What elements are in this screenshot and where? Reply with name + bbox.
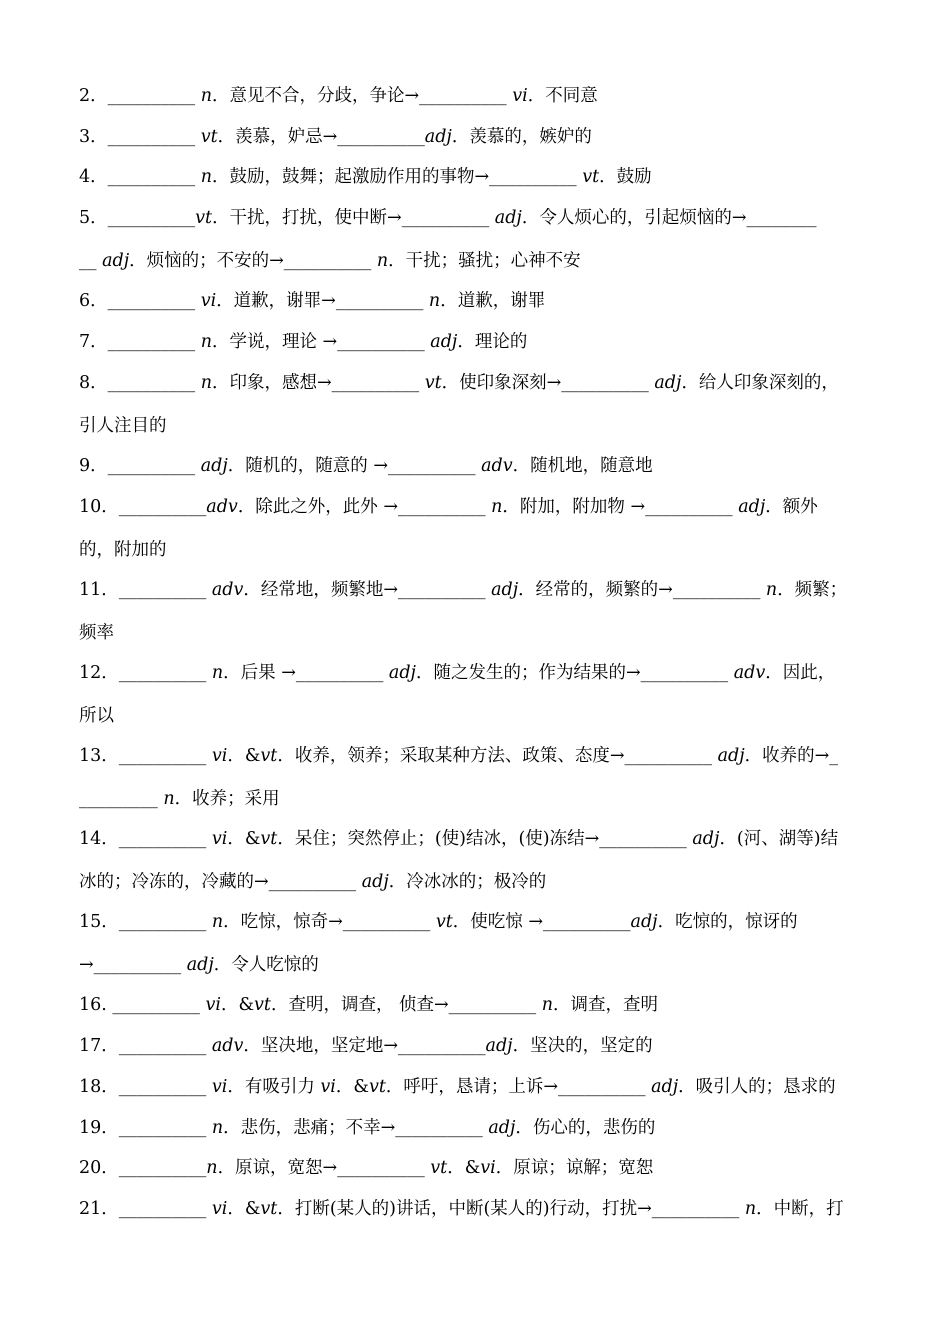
item-10-line-2: 的，附加的 — [79, 540, 167, 560]
item-8-line-1: 8．__________ n．印象，感想→__________ vt．使印象深刻→__________ adj．给人印象深刻的， — [79, 373, 839, 393]
item-17-line-1: 17．__________ adv．坚决地，坚定地→__________adj．坚决的，坚定的 — [79, 1036, 653, 1056]
item-8-line-2: 引人注目的 — [79, 416, 167, 436]
item-12-line-2: 所以 — [79, 706, 114, 726]
item-14-line-2: 冰的；冷冻的，冷藏的→__________ adj．冷冰冰的；极冷的 — [79, 872, 547, 892]
item-19-line-1: 19．__________ n．悲伤，悲痛；不幸→__________ adj．伤心的，悲伤的 — [79, 1118, 656, 1138]
item-11-line-1: 11．__________ adv．经常地，频繁地→__________ adj．经常的，频繁的→__________ n．频繁； — [79, 580, 848, 600]
item-11-line-2: 频率 — [79, 623, 114, 643]
item-5-line-1: 5．__________vt．干扰，打扰，使中断→__________ adj．令人烦心的，引起烦恼的→________ — [79, 208, 817, 228]
item-15-line-2: →__________ adj．令人吃惊的 — [79, 955, 319, 975]
item-6-line-1: 6．__________ vi．道歉，谢罪→__________ n．道歉，谢罪 — [79, 291, 546, 311]
item-10-line-1: 10．__________adv．除此之外，此外 →__________ n．附加，附加物 →__________ adj．额外 — [79, 497, 818, 517]
item-5-line-2: __ adj．烦恼的；不安的→__________ n．干扰；骚扰；心神不安 — [79, 251, 581, 271]
item-18-line-1: 18．__________ vi．有吸引力 vi．&vt．呼吁，恳请；上诉→__________ adj．吸引人的；恳求的 — [79, 1077, 836, 1097]
item-3-line-1: 3．__________ vt．羡慕，妒忌→__________adj．羡慕的，嫉妒的 — [79, 127, 592, 147]
item-13-line-1: 13．__________ vi．&vt．收养，领养；采取某种方法、政策、态度→__________ adj．收养的→_ — [79, 746, 839, 766]
item-4-line-1: 4．__________ n．鼓励，鼓舞；起激励作用的事物→__________ vt．鼓励 — [79, 167, 652, 187]
item-9-line-1: 9．__________ adj．随机的，随意的 →__________ adv．随机地，随意地 — [79, 456, 653, 476]
item-2-line-1: 2．__________ n．意见不合，分歧，争论→__________ vi．不同意 — [79, 86, 598, 106]
item-21-line-1: 21．__________ vi．&vt．打断(某人的)讲话，中断(某人的)行动，打扰→__________ n．中断，打 — [79, 1199, 844, 1219]
item-12-line-1: 12．__________ n．后果 →__________ adj．随之发生的；作为结果的→__________ adv．因此， — [79, 663, 836, 683]
item-20-line-1: 20．__________n．原谅，宽恕→__________ vt．&vi．原谅；谅解；宽恕 — [79, 1158, 654, 1178]
item-15-line-1: 15．__________ n．吃惊，惊奇→__________ vt．使吃惊 →__________adj．吃惊的，惊讶的 — [79, 912, 798, 932]
item-7-line-1: 7．__________ n．学说，理论 →__________ adj．理论的 — [79, 332, 528, 352]
item-14-line-1: 14．__________ vi．&vt．呆住；突然停止；(使)结冰，(使)冻结→__________ adj．(河、湖等)结 — [79, 829, 839, 849]
item-13-line-2: _________ n．收养；采用 — [79, 789, 280, 809]
item-16-line-1: 16. __________ vi．&vt．查明，调查， 侦查→__________ n．调查，查明 — [79, 995, 659, 1015]
